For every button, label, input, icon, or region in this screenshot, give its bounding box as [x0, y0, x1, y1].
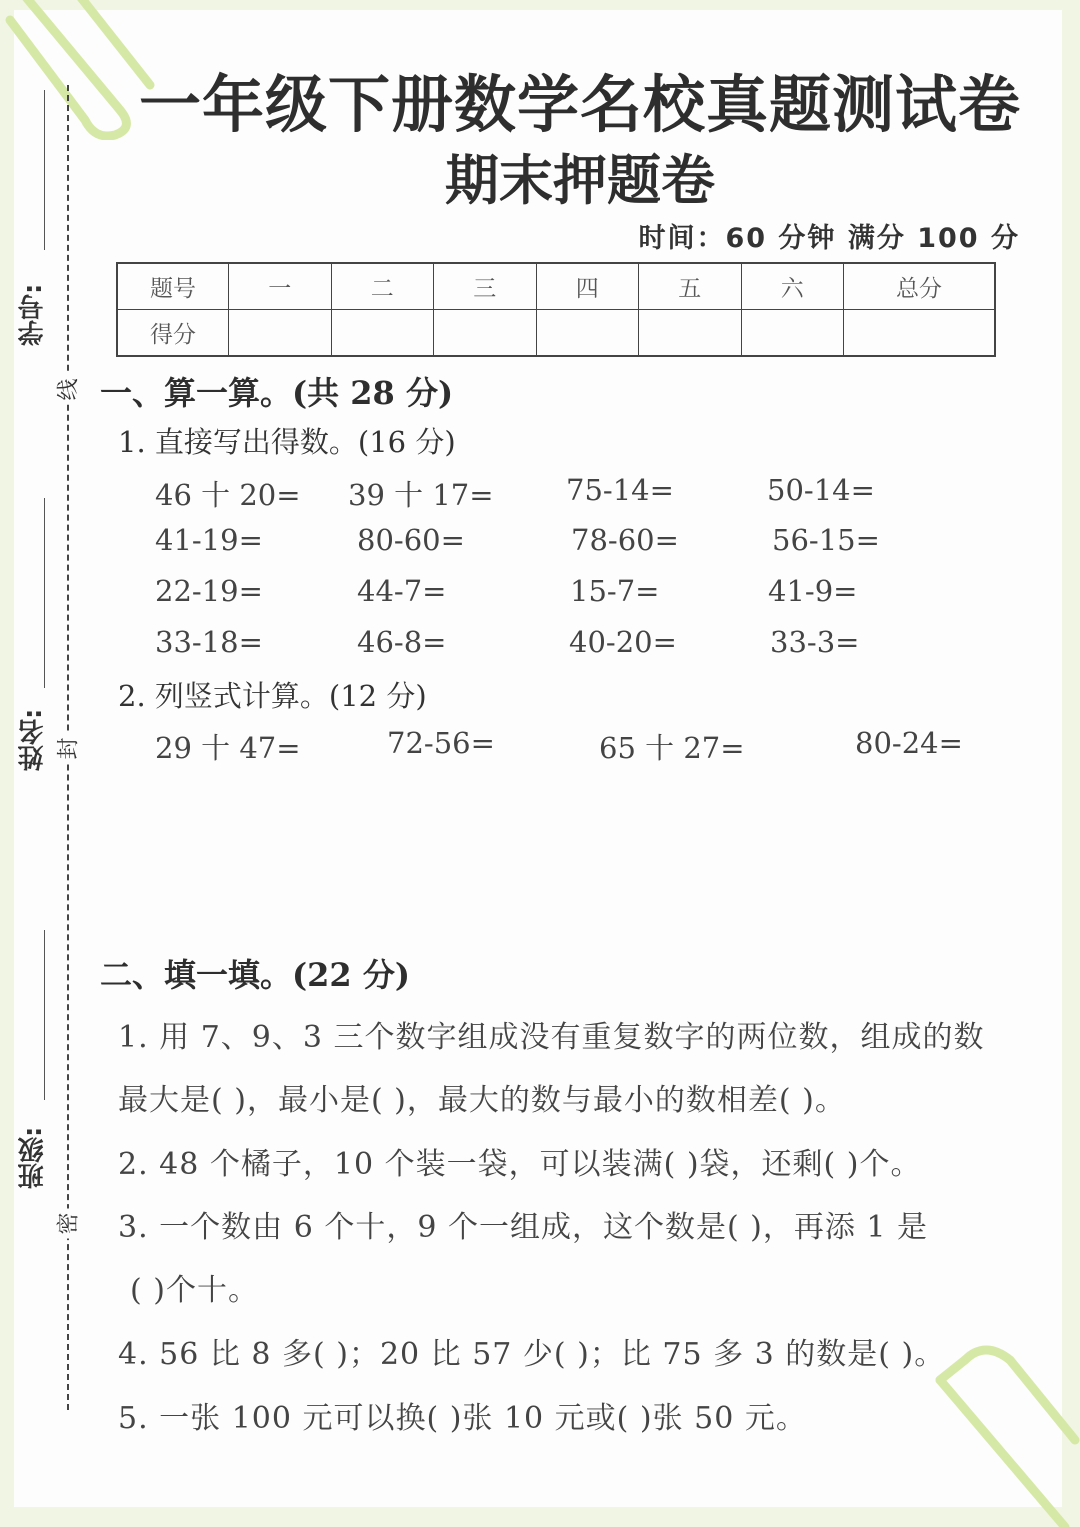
score-table-score-row [117, 310, 995, 357]
student-id-label: 学号: [18, 283, 48, 347]
score-header-cell: 二 [331, 263, 434, 310]
calc-item: 80-60= [357, 523, 465, 557]
calc-item: 40-20= [569, 625, 677, 659]
seal-char-line: 线 [52, 375, 83, 405]
calc-item: 78-60= [571, 523, 679, 557]
fill-question-1-line1: 1. 用 7、9、3 三个数字组成没有重复数字的两位数，组成的数 [118, 1020, 985, 1055]
fill-question-2: 2. 48 个橘子，10 个装一袋，可以装满( )袋，还剩( )个。 [118, 1147, 922, 1182]
calc-item: 22-19= [155, 574, 263, 608]
score-header-cell: 五 [639, 263, 742, 310]
score-cell[interactable] [331, 310, 434, 357]
calc-item: 33-18= [155, 625, 263, 659]
time-info: 时间：60 分钟 满分 100 分 [638, 223, 1020, 254]
fill-question-1-line2: 最大是( )，最小是( )，最大的数与最小的数相差( )。 [118, 1083, 846, 1118]
score-header-cell: 一 [229, 263, 332, 310]
calc-item: 50-14= [767, 473, 875, 507]
class-label: 班级: [18, 1126, 48, 1189]
score-header-cell: 四 [536, 263, 639, 310]
vertical-calc-item: 29 十 47= [155, 731, 301, 765]
score-header-cell: 三 [434, 263, 537, 310]
vertical-calc-item: 80-24= [855, 726, 963, 760]
calc-item: 46 十 20= [155, 478, 301, 512]
calc-item: 33-3= [770, 625, 860, 659]
section1-part1-title: 1. 直接写出得数。(16 分) [118, 425, 456, 459]
fill-question-5: 5. 一张 100 元可以换( )张 10 元或( )张 50 元。 [118, 1401, 807, 1436]
fill-question-3-line1: 3. 一个数由 6 个十，9 个一组成，这个数是( )，再添 1 是 [118, 1210, 929, 1245]
fill-question-3-line2: ( )个十。 [130, 1273, 259, 1308]
score-cell[interactable] [536, 310, 639, 357]
student-id-line [44, 90, 45, 250]
page-subtitle: 期末押题卷 [445, 149, 715, 212]
seal-char-secret: 密 [52, 1209, 83, 1239]
calc-item: 44-7= [357, 574, 447, 608]
section1-title: 一、算一算。(共 28 分) [100, 374, 454, 412]
class-line [44, 930, 45, 1100]
page-title: 一年级下册数学名校真题测试卷 [138, 68, 1021, 141]
calc-item: 41-19= [155, 523, 263, 557]
score-header-cell: 总分 [844, 263, 996, 310]
seal-char-seal: 封 [52, 734, 83, 764]
score-table-header-row [117, 263, 995, 310]
score-header-cell: 六 [741, 263, 844, 310]
score-cell[interactable] [229, 310, 332, 357]
score-row-label: 得分 [117, 310, 229, 357]
calc-item: 41-9= [768, 574, 858, 608]
score-cell[interactable] [741, 310, 844, 357]
calc-item: 15-7= [570, 574, 660, 608]
calc-item: 46-8= [357, 625, 447, 659]
section2-title: 二、填一填。(22 分) [100, 956, 410, 994]
score-cell[interactable] [434, 310, 537, 357]
vertical-calc-item: 65 十 27= [599, 731, 745, 765]
calc-item: 75-14= [566, 473, 674, 507]
fill-question-4: 4. 56 比 8 多( )；20 比 57 少( )；比 75 多 3 的数是( )。 [118, 1337, 946, 1372]
score-cell[interactable] [844, 310, 996, 357]
score-header-cell: 题号 [117, 263, 229, 310]
name-line [44, 498, 45, 688]
score-cell[interactable] [639, 310, 742, 357]
calc-item: 56-15= [772, 523, 880, 557]
calc-item: 39 十 17= [348, 478, 494, 512]
section1-part2-title: 2. 列竖式计算。(12 分) [118, 679, 427, 713]
vertical-calc-item: 72-56= [387, 726, 495, 760]
name-label: 姓名: [18, 708, 48, 772]
score-table [116, 262, 996, 357]
